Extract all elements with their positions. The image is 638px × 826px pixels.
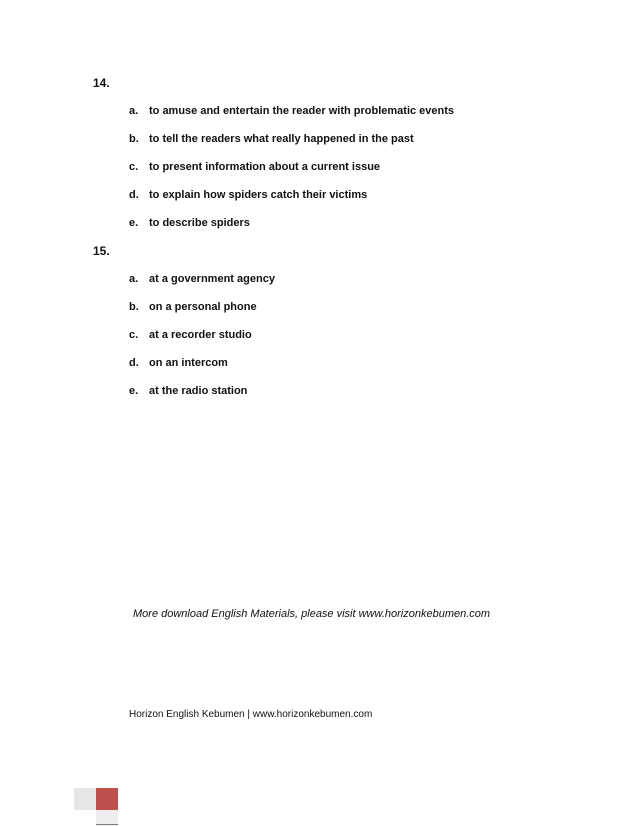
question-14-option-d [129,188,367,202]
option-letter: b. [129,133,139,145]
question-15-option-a [129,272,275,286]
promo-text: More download English Materials, please visit www.horizonkebumen.com [133,608,491,620]
option-text: to describe spiders [149,217,250,229]
option-letter: a. [129,273,139,285]
question-15-option-e [129,384,247,398]
option-letter: d. [129,357,139,369]
footer-red-square [96,788,118,810]
option-letter: e. [129,385,139,397]
option-letter: c. [129,329,139,341]
option-text: at a recorder studio [149,329,252,341]
option-text: on a personal phone [149,301,257,313]
option-letter: e. [129,217,139,229]
option-text: at a government agency [149,273,275,285]
option-letter: d. [129,189,139,201]
option-text: at the radio station [149,385,248,397]
option-letter: a. [129,105,139,117]
option-letter: b. [129,301,139,313]
option-text: to present information about a current issue [149,161,381,173]
question-15-number: 15. [93,244,110,258]
option-letter: c. [129,161,139,173]
question-15-option-d [129,356,228,370]
question-14-number: 14. [93,76,110,90]
footer-gray-square [74,788,96,810]
question-14-option-c [129,160,380,174]
option-text: to tell the readers what really happened in the past [149,133,414,145]
page-footer: Horizon English Kebumen | www.horizonkebumen.com [129,709,373,720]
question-15-option-b [129,300,257,314]
question-15-option-c [129,328,252,342]
option-text: to amuse and entertain the reader with problematic events [149,105,455,117]
question-14-option-e [129,216,250,230]
question-14-option-a [129,104,454,118]
option-text: to explain how spiders catch their victims [149,189,368,201]
question-14-option-b [129,132,414,146]
option-text: on an intercom [149,357,228,369]
footer-line [96,824,118,825]
